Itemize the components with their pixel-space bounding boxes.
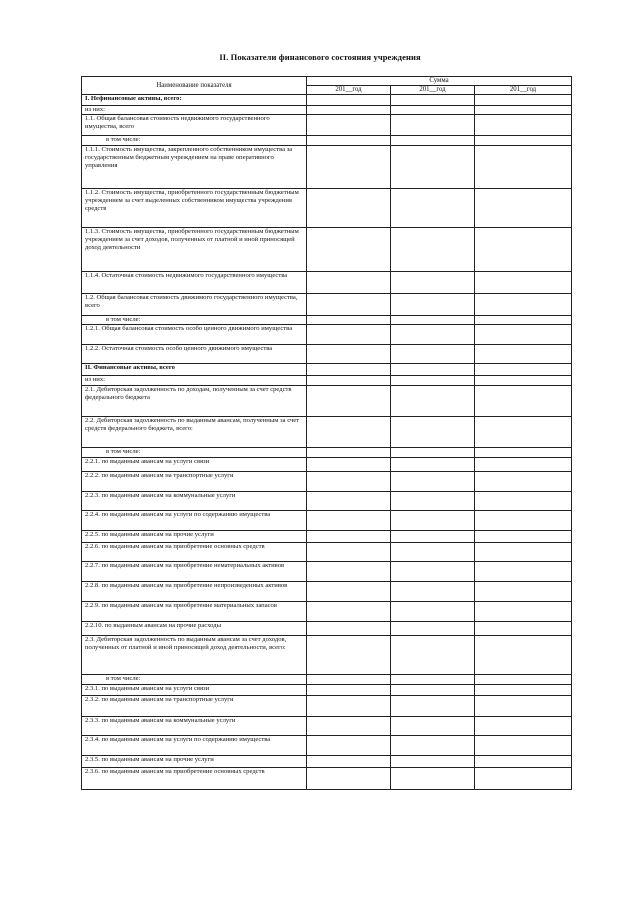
sum-cell (307, 472, 391, 492)
table-row (82, 531, 572, 543)
sum-cell (307, 717, 391, 736)
year-header: 201__год (391, 86, 475, 95)
indicator-label: в том числе: (82, 136, 307, 146)
indicator-label: 2.2.3. по выданным авансам на коммунальные услуги (82, 492, 307, 511)
sum-cell (307, 622, 391, 636)
sum-cell (475, 95, 572, 106)
year-header: 201__год (307, 86, 391, 95)
sum-cell (391, 531, 475, 543)
sum-cell (391, 458, 475, 472)
table-row (82, 756, 572, 768)
indicator-label: 1.1.4. Остаточная стоимость недвижимого государственного имущества (82, 272, 307, 294)
table-row (82, 582, 572, 602)
sum-cell (391, 136, 475, 146)
sum-cell (391, 768, 475, 790)
indicator-label: 2.2.5. по выданным авансам на прочие услуги (82, 531, 307, 543)
table-row (82, 136, 572, 146)
table-row (82, 376, 572, 386)
indicator-label: 1.2.1. Общая балансовая стоимость особо ценного движимого имущества (82, 325, 307, 345)
sum-cell (307, 531, 391, 543)
sum-cell (475, 696, 572, 717)
sum-cell (475, 146, 572, 189)
sum-cell (475, 492, 572, 511)
table-row (82, 448, 572, 458)
sum-cell (475, 543, 572, 562)
table-row (82, 294, 572, 316)
sum-cell (391, 582, 475, 602)
indicator-label: 1.1.1. Стоимость имущества, закрепленного собственником имущества за государственным бюджетным учреждением на праве оперативного управления (82, 146, 307, 189)
sum-cell (475, 472, 572, 492)
sum-cell (391, 562, 475, 582)
table-row (82, 364, 572, 376)
table-row (82, 685, 572, 696)
sum-cell (475, 364, 572, 376)
indicator-label: 1.2.2. Остаточная стоимость особо ценного движимого имущества (82, 345, 307, 364)
table-row (82, 562, 572, 582)
sum-cell (475, 345, 572, 364)
sum-cell (307, 756, 391, 768)
sum-cell (475, 531, 572, 543)
sum-cell (391, 386, 475, 417)
financial-indicators-table (81, 76, 572, 790)
sum-cell (475, 717, 572, 736)
sum-cell (391, 95, 475, 106)
sum-cell (475, 228, 572, 272)
sum-cell (475, 106, 572, 115)
indicator-label: из них: (82, 106, 307, 115)
sum-cell (307, 228, 391, 272)
indicator-label: 2.3.2. по выданным авансам на транспортные услуги (82, 696, 307, 717)
table-row (82, 717, 572, 736)
sum-cell (307, 364, 391, 376)
indicator-label: 2.2. Дебиторская задолженность по выданным авансам, полученным за счет средств федерального бюджета, всего: (82, 417, 307, 448)
sum-cell (307, 272, 391, 294)
sum-cell (391, 325, 475, 345)
sum-cell (391, 106, 475, 115)
sum-cell (391, 146, 475, 189)
sum-cell (307, 294, 391, 316)
indicator-label: 2.1. Дебиторская задолженность по доходам, полученным за счет средств федерального бюджета (82, 386, 307, 417)
sum-cell (391, 756, 475, 768)
year-header: 201__год (475, 86, 572, 95)
sum-cell (391, 448, 475, 458)
sum-cell (475, 417, 572, 448)
sum-cell (391, 294, 475, 316)
sum-cell (307, 189, 391, 228)
table-body (82, 95, 572, 790)
sum-cell (307, 417, 391, 448)
indicator-label: 1.1. Общая балансовая стоимость недвижимого государственного имущества, всего (82, 115, 307, 136)
sum-cell (307, 768, 391, 790)
sum-cell (475, 602, 572, 622)
indicator-label: 2.2.2. по выданным авансам на транспортные услуги (82, 472, 307, 492)
indicator-label: II. Финансовые активы, всего (82, 364, 307, 376)
sum-cell (475, 511, 572, 531)
sum-cell (391, 272, 475, 294)
table-row (82, 492, 572, 511)
sum-cell (475, 376, 572, 386)
indicator-label: 1.2. Общая балансовая стоимость движимого государственного имущества, всего (82, 294, 307, 316)
sum-cell (391, 316, 475, 325)
sum-cell (391, 189, 475, 228)
sum-cell (475, 756, 572, 768)
indicator-name-header: Наименование показателя (82, 77, 307, 95)
sum-cell (391, 602, 475, 622)
sum-cell (475, 316, 572, 325)
sum-cell (391, 345, 475, 364)
indicator-label: 2.3.6. по выданным авансам на приобретение основных средств (82, 768, 307, 790)
indicator-label: в том числе: (82, 448, 307, 458)
sum-cell (391, 376, 475, 386)
indicator-label: 2.3.5. по выданным авансам на прочие услуги (82, 756, 307, 768)
table-row (82, 472, 572, 492)
table-row (82, 543, 572, 562)
sum-cell (391, 736, 475, 756)
sum-cell (475, 136, 572, 146)
indicator-label: 2.2.4. по выданным авансам на услуги по содержанию имущества (82, 511, 307, 531)
table-row (82, 115, 572, 136)
sum-cell (391, 636, 475, 675)
sum-cell (391, 675, 475, 685)
sum-cell (391, 717, 475, 736)
sum-cell (391, 685, 475, 696)
sum-cell (475, 115, 572, 136)
sum-cell (475, 768, 572, 790)
sum-header: Сумма (307, 77, 572, 86)
sum-cell (307, 448, 391, 458)
sum-cell (391, 492, 475, 511)
sum-cell (307, 602, 391, 622)
sum-cell (475, 636, 572, 675)
sum-cell (307, 106, 391, 115)
indicator-label: 2.2.8. по выданным авансам на приобретение непроизведенных активов (82, 582, 307, 602)
sum-cell (475, 386, 572, 417)
sum-cell (307, 376, 391, 386)
sum-cell (475, 448, 572, 458)
indicator-label: 2.2.6. по выданным авансам на приобретение основных средств (82, 543, 307, 562)
sum-cell (307, 492, 391, 511)
sum-cell (475, 458, 572, 472)
sum-cell (307, 386, 391, 417)
sum-cell (475, 294, 572, 316)
sum-cell (307, 316, 391, 325)
table-row (82, 622, 572, 636)
indicator-label: 2.3.1. по выданным авансам на услуги связи (82, 685, 307, 696)
sum-cell (475, 325, 572, 345)
sum-cell (307, 685, 391, 696)
sum-cell (307, 511, 391, 531)
sum-cell (307, 696, 391, 717)
table-row (82, 345, 572, 364)
table-row (82, 106, 572, 115)
indicator-label: в том числе: (82, 675, 307, 685)
indicator-label: 2.2.7. по выданным авансам на приобретение нематериальных активов (82, 562, 307, 582)
table-row (82, 272, 572, 294)
sum-cell (307, 675, 391, 685)
sum-cell (307, 146, 391, 189)
indicator-label: 2.3.4. по выданным авансам на услуги по содержанию имущества (82, 736, 307, 756)
sum-cell (391, 417, 475, 448)
sum-cell (307, 325, 391, 345)
sum-cell (307, 115, 391, 136)
table-row (82, 736, 572, 756)
indicator-label: 2.2.9. по выданным авансам на приобретение материальных запасов (82, 602, 307, 622)
sum-cell (307, 562, 391, 582)
sum-cell (307, 345, 391, 364)
sum-cell (475, 736, 572, 756)
indicator-label: 2.2.10. по выданным авансам на прочие расходы (82, 622, 307, 636)
indicator-label: 2.3.3. по выданным авансам на коммунальные услуги (82, 717, 307, 736)
sum-cell (307, 458, 391, 472)
table-row (82, 696, 572, 717)
sum-cell (391, 115, 475, 136)
indicator-label: 2.3. Дебиторская задолженность по выданным авансам за счет доходов, полученных от платной и иной приносящей доход деятельности, всего: (82, 636, 307, 675)
sum-cell (475, 272, 572, 294)
indicator-label: в том числе: (82, 316, 307, 325)
table-row (82, 316, 572, 325)
sum-cell (391, 696, 475, 717)
sum-cell (307, 582, 391, 602)
sum-cell (307, 95, 391, 106)
sum-cell (391, 228, 475, 272)
indicator-label: 2.2.1. по выданным авансам на услуги связи (82, 458, 307, 472)
sum-cell (307, 636, 391, 675)
indicator-label: I. Нефинансовые активы, всего: (82, 95, 307, 106)
table-row (82, 458, 572, 472)
table-row (82, 386, 572, 417)
sum-cell (391, 472, 475, 492)
section-title: II. Показатели финансового состояния учреждения (219, 52, 421, 62)
sum-cell (307, 136, 391, 146)
sum-cell (475, 189, 572, 228)
sum-cell (475, 562, 572, 582)
table-row (82, 146, 572, 189)
table-row (82, 228, 572, 272)
sum-cell (391, 364, 475, 376)
sum-cell (391, 511, 475, 531)
sum-cell (307, 543, 391, 562)
sum-cell (475, 685, 572, 696)
table-row (82, 511, 572, 531)
table-row (82, 325, 572, 345)
sum-cell (475, 582, 572, 602)
table-row (82, 417, 572, 448)
table-row (82, 636, 572, 675)
table-row (82, 675, 572, 685)
indicator-label: из них: (82, 376, 307, 386)
indicator-label: 1.1.2. Стоимость имущества, приобретенного государственным бюджетным учреждением за счет выделенных собственником имущества учреждения средств (82, 189, 307, 228)
sum-cell (475, 622, 572, 636)
table-row (82, 95, 572, 106)
table-row (82, 768, 572, 790)
sum-cell (391, 543, 475, 562)
table-row (82, 602, 572, 622)
sum-cell (307, 736, 391, 756)
sum-cell (475, 675, 572, 685)
indicator-label: 1.1.3. Стоимость имущества, приобретенного государственным бюджетным учреждением за счет доходов, полученных от платной и иной приносящей доход деятельности (82, 228, 307, 272)
sum-cell (391, 622, 475, 636)
table-row (82, 189, 572, 228)
